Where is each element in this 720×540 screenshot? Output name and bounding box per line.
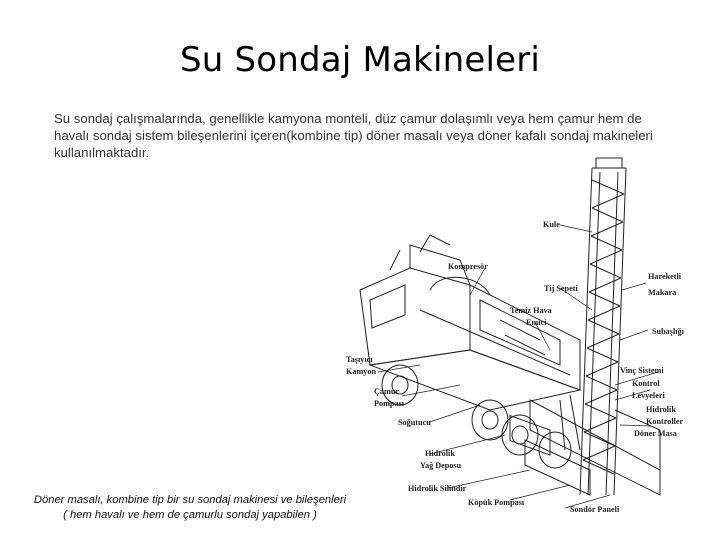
figure-caption: [20, 493, 360, 523]
label-doner-masa: Döner Masa: [634, 429, 677, 438]
label-sondor: Sondör Paneli: [570, 505, 620, 514]
label-kontrol-2: Levyeleri: [632, 391, 665, 400]
label-kompresor: Kompresör: [448, 262, 488, 271]
label-tasiyici-2: Kamyon: [346, 367, 377, 376]
label-hidrolik-y1: Hidrolik: [425, 449, 455, 458]
label-camur-1: Çamur: [374, 387, 400, 396]
label-kopuk: Köpük Pompası: [468, 498, 525, 507]
label-hidrolik-y2: Yağ Deposu: [420, 461, 462, 470]
label-sogutucu: Soğutucu: [398, 418, 431, 427]
label-hidrolik-silindir: Hidrolik Silindir: [408, 484, 467, 493]
slide-body-text: Su sondaj çalışmalarında, genellikle kamyona monteli, düz çamur dolaşımlı veya hem çamur hem de havalı sondaj sistem bileşenlerini içeren(kombine tip) döner masalı veya döner kafalı sondaj makineleri kullanılmaktadır.: [54, 111, 653, 160]
caption-line-1: Döner masalı, kombine tip bir su sondaj makinesi ve bileşenleri: [33, 494, 347, 506]
label-hareketli-2: Makara: [648, 288, 677, 297]
label-vinc: Vinç Sistemi: [620, 366, 664, 375]
caption-line-2: ( hem havalı ve hem de çamurlu sondaj yapabilen ): [63, 509, 317, 521]
label-hidrolik-k2: Kontroller: [646, 417, 684, 426]
label-tij-sepeti: Tij Sepeti: [544, 284, 578, 293]
slide-title: Su Sondaj Makineleri: [179, 40, 541, 80]
label-temiz-1: Temiz Hava: [510, 306, 552, 315]
label-hidrolik-k1: Hidrolik: [646, 405, 676, 414]
drilling-rig-diagram: [330, 150, 700, 535]
label-tasiyici-1: Taşıyıcı: [346, 355, 373, 364]
label-camur-2: Pompası: [374, 399, 405, 408]
label-kontrol-1: Kontrol: [632, 379, 660, 388]
label-kule: Kule: [543, 220, 560, 229]
label-temiz-2: Emici: [526, 318, 547, 327]
label-hareketli-1: Hareketli: [648, 272, 682, 281]
label-subasligi: Subaşlığı: [652, 327, 684, 336]
mast-drawing: [580, 158, 626, 495]
